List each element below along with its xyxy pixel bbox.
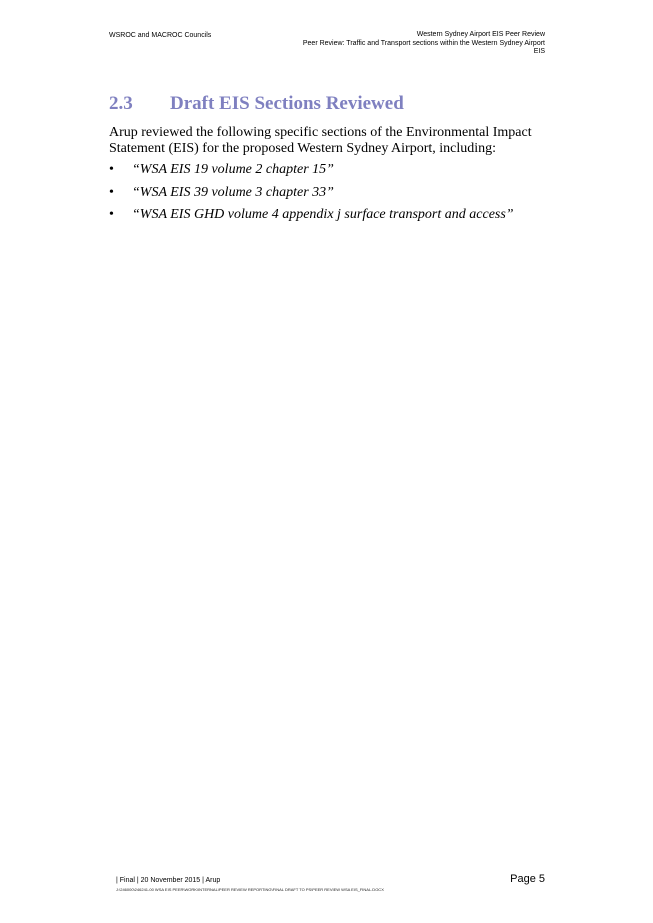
page-number: Page 5 [510, 873, 545, 885]
list-item-text: “WSA EIS 19 volume 2 chapter 15” [132, 162, 334, 177]
section-heading [109, 92, 404, 116]
section-title: Draft EIS Sections Reviewed [170, 93, 404, 114]
section-number: 2.3 [109, 93, 133, 114]
list-item-text: “WSA EIS 39 volume 3 chapter 33” [132, 184, 334, 200]
footer-info: | Final | 20 November 2015 | Arup [116, 877, 221, 884]
intro-paragraph: Arup reviewed the following specific sections of the Environmental Impact Statement (EIS) for the proposed Western Sydney Airport, including: [109, 125, 532, 156]
header-project [303, 31, 545, 57]
header-client: WSROC and MACROC Councils [109, 32, 212, 39]
header-project-line: EIS [533, 48, 545, 55]
bullet-icon: • [109, 207, 114, 222]
header-project-line: Peer Review: Traffic and Transport sections within the Western Sydney Airport [302, 39, 545, 47]
bullet-icon: • [109, 184, 114, 200]
bullet-icon: • [109, 162, 114, 177]
list-item-text: “WSA EIS GHD volume 4 appendix j surface transport and access” [132, 207, 514, 222]
footer-file-path: J:\246000\246241-00 WSA EIS PEER\WORK\INTERNAL\PEER REVIEW REPORTING\FINAL DRAFT TO PS\PEER REVIEW WSA EIS_FINAL.DOCX [116, 887, 384, 892]
header-project-line: Western Sydney Airport EIS Peer Review [416, 31, 545, 38]
